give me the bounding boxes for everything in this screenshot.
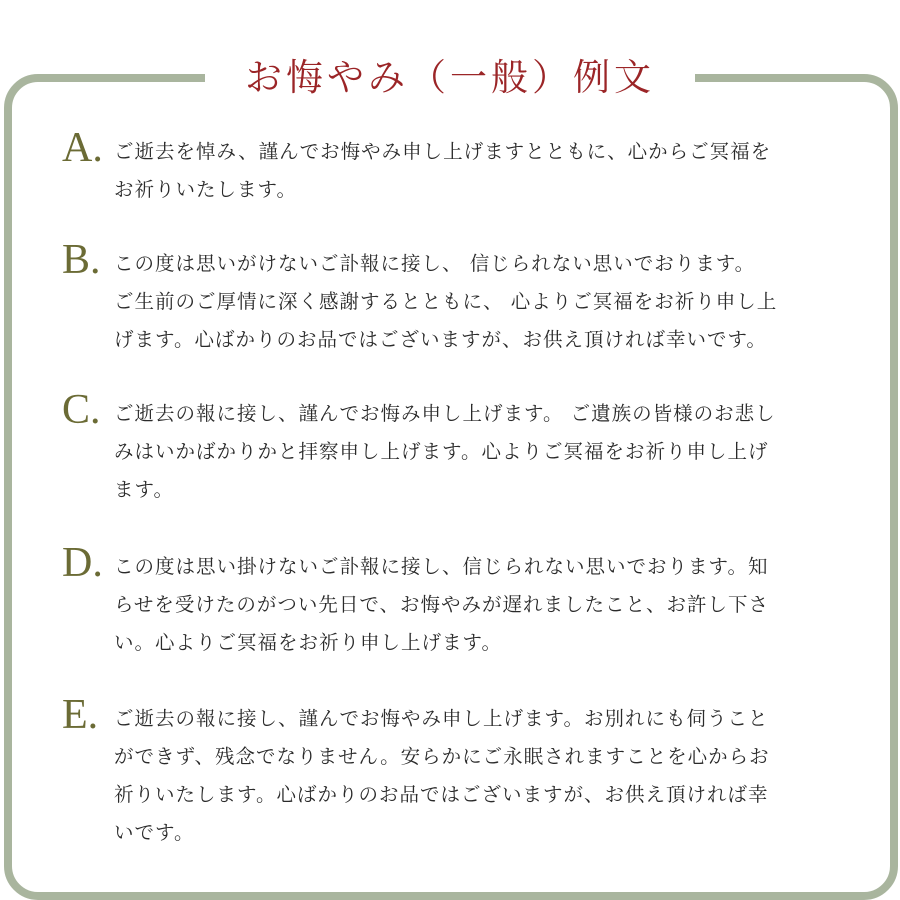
- entry-line: ご生前のご厚情に深く感謝するとともに、 心よりご冥福をお祈り申し上: [114, 290, 778, 313]
- entry-line: い。心よりご冥福をお祈り申し上げます。: [114, 631, 502, 654]
- entry-line: らせを受けたのがつい先日で、お悔やみが遅れましたこと、お許し下さ: [114, 593, 770, 616]
- entry-line: ができず、残念でなりません。安らかにご永眠されますことを心からお: [114, 745, 770, 768]
- entry-line: 祈りいたします。心ばかりのお品ではございますが、お供え頂ければ幸: [114, 783, 769, 806]
- entry-letter: A.: [62, 125, 103, 171]
- page-title: お悔やみ（一般）例文: [245, 56, 655, 99]
- entry-text: [114, 133, 836, 209]
- entry-line: ご逝去を悼み、謹んでお悔やみ申し上げますとともに、心からご冥福を: [114, 140, 772, 163]
- entry-letter: B.: [62, 237, 101, 283]
- entry-line: いです。: [114, 821, 195, 844]
- entry-letter: D.: [62, 540, 103, 586]
- entry-line: ご逝去の報に接し、謹んでお悔み申し上げます。 ご遺族の皆様のお悲し: [114, 402, 776, 425]
- entry-text: [114, 245, 836, 359]
- entry-line: みはいかばかりかと拝察申し上げます。心よりご冥福をお祈り申し上げ: [114, 440, 769, 463]
- entry-line: この度は思い掛けないご訃報に接し、信じられない思いでおります。知: [114, 555, 769, 578]
- entry-line: お祈りいたします。: [114, 178, 297, 201]
- entry-text: [114, 700, 836, 852]
- entry-letter: E.: [62, 692, 99, 738]
- title-banner: [205, 44, 695, 104]
- entry-letter: C.: [62, 387, 101, 433]
- entry-line: げます。心ばかりのお品ではございますが、お供え頂ければ幸いです。: [114, 328, 767, 351]
- entry-text: [114, 548, 836, 662]
- entry-text: [114, 395, 836, 509]
- entry-line: ます。: [114, 478, 174, 501]
- entry-line: ご逝去の報に接し、謹んでお悔やみ申し上げます。お別れにも伺うこと: [114, 707, 769, 730]
- entry-line: この度は思いがけないご訃報に接し、 信じられない思いでおります。: [114, 252, 756, 275]
